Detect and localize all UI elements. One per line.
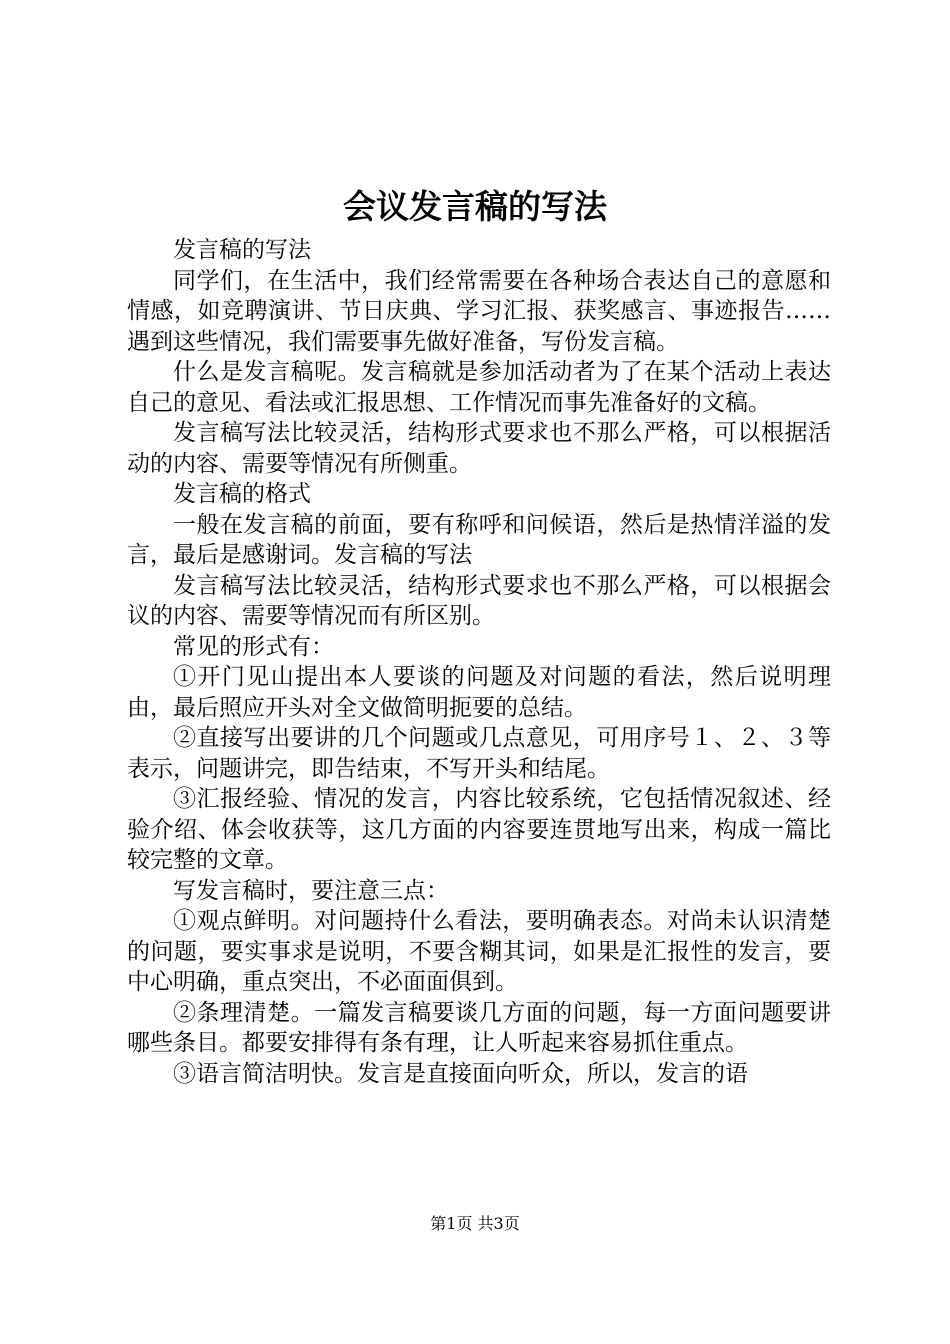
paragraph: ②直接写出要讲的几个问题或几点意见，可用序号１、２、３等表示，问题讲完，即告结束，不写开头和结尾。 bbox=[127, 725, 831, 782]
paragraph: 发言稿的格式 bbox=[173, 481, 311, 507]
paragraph: 常见的形式有： bbox=[173, 633, 334, 660]
paragraph: 一般在发言稿的前面，要有称呼和问候语，然后是热情洋溢的发言，最后是感谢词。发言稿的写法 bbox=[127, 511, 831, 568]
paragraph: 发言稿写法比较灵活，结构形式要求也不那么严格，可以根据活动的内容、需要等情况有所侧重。 bbox=[127, 420, 831, 477]
paragraph: ③语言简洁明快。发言是直接面向听众，所以，发言的语 bbox=[173, 1060, 748, 1087]
paragraph: ③汇报经验、情况的发言，内容比较系统，它包括情况叙述、经验介绍、体会收获等，这几方面的内容要连贯地写出来，构成一篇比较完整的文章。 bbox=[127, 786, 831, 873]
paragraph: 发言稿的写法 bbox=[173, 237, 311, 263]
paragraph: ②条理清楚。一篇发言稿要谈几方面的问题，每一方面问题要讲哪些条目。都要安排得有条有理，让人听起来容易抓住重点。 bbox=[127, 999, 831, 1056]
paragraph: 写发言稿时，要注意三点： bbox=[173, 877, 449, 904]
document-title: 会议发言稿的写法 bbox=[343, 187, 607, 226]
page-footer: 第1页 共3页 bbox=[430, 1214, 520, 1233]
paragraph: ①观点鲜明。对问题持什么看法，要明确表态。对尚未认识清楚的问题，要实事求是说明，不要含糊其词，如果是汇报性的发言，要中心明确，重点突出，不必面面俱到。 bbox=[127, 908, 831, 995]
paragraph: 同学们，在生活中，我们经常需要在各种场合表达自己的意愿和情感，如竞聘演讲、节日庆典、学习汇报、获奖感言、事迹报告……遇到这些情况，我们需要事先做好准备，写份发言稿。 bbox=[127, 267, 831, 355]
paragraph: ①开门见山提出本人要谈的问题及对问题的看法，然后说明理由，最后照应开头对全文做简明扼要的总结。 bbox=[127, 664, 831, 721]
document-body bbox=[127, 235, 831, 1089]
paragraph: 什么是发言稿呢。发言稿就是参加活动者为了在某个活动上表达自己的意见、看法或汇报思想、工作情况而事先准备好的文稿。 bbox=[127, 359, 831, 416]
paragraph: 发言稿写法比较灵活，结构形式要求也不那么严格，可以根据会议的内容、需要等情况而有所区别。 bbox=[127, 572, 831, 629]
